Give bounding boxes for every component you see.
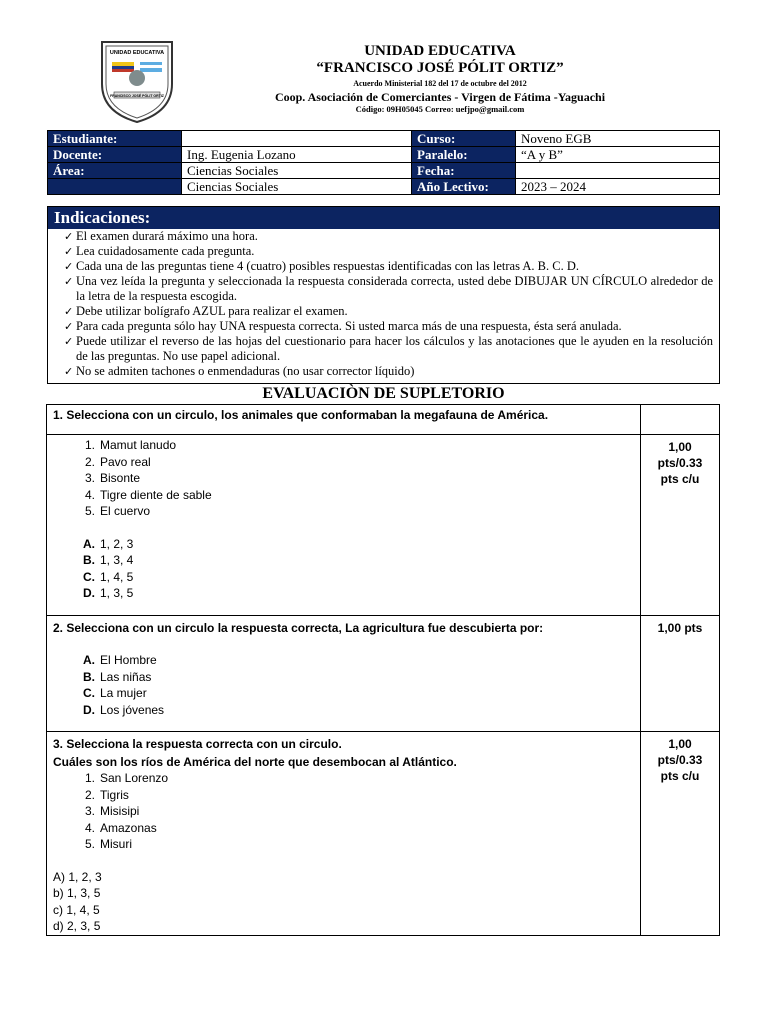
docente-value: Ing. Eugenia Lozano — [182, 147, 412, 163]
list-item[interactable]: 3. Misisipi — [84, 804, 140, 818]
question-2-text: 2. Selecciona con un circulo la respuesta correcta, La agricultura fue descubierta por: — [53, 621, 544, 635]
answer-option[interactable]: d) 2, 3, 5 — [53, 919, 101, 933]
answer-option[interactable]: C. 1, 4, 5 — [83, 569, 134, 584]
instruction-item: ✓ Para cada pregunta sólo hay UNA respuesta correcta. Si usted marca más de una respuesta, ésta será anulada. — [76, 319, 713, 334]
instructions-list — [48, 229, 719, 379]
curso-label: Curso: — [412, 131, 516, 147]
question-3-items — [53, 770, 634, 853]
instruction-item: ✓ El examen durará máximo una hora. — [76, 229, 713, 244]
answer-option[interactable]: A) 1, 2, 3 — [53, 869, 102, 884]
question-1-items — [53, 437, 634, 520]
list-item[interactable]: 5. Misuri — [84, 837, 132, 851]
question-2-body — [47, 616, 641, 732]
answer-option[interactable]: C. La mujer — [83, 686, 147, 700]
question-1-points-header — [641, 405, 720, 435]
area-label: Área: — [48, 163, 182, 179]
school-code-email: Código: 09H05045 Correo: uefjpo@gmail.com — [355, 104, 525, 114]
question-3-options — [53, 869, 634, 935]
docente-label: Docente: — [48, 147, 182, 163]
answer-option[interactable]: D. Los jóvenes — [83, 702, 165, 717]
instructions-title: Indicaciones: — [48, 207, 719, 229]
question-1-text: 1. Selecciona con un circulo, los animales que conformaban la megafauna de América. — [47, 405, 641, 435]
instruction-item: ✓ Debe utilizar bolígrafo AZUL para realizar el examen. — [76, 304, 713, 319]
answer-option[interactable]: B. 1, 3, 4 — [83, 553, 134, 567]
paralelo-label: Paralelo: — [412, 147, 516, 163]
answer-option[interactable]: A. 1, 2, 3 — [83, 536, 134, 551]
student-info-table — [47, 130, 720, 195]
area-value: Ciencias Sociales — [182, 163, 412, 179]
anio-lectivo-value: 2023 – 2024 — [516, 179, 720, 195]
crest-text: UNIDAD EDUCATIVA — [109, 50, 165, 56]
instruction-item: ✓ No se admiten tachones o enmendaduras (no usar corrector líquido) — [76, 364, 713, 379]
ministerial-agreement: Acuerdo Ministerial 182 del 17 de octubre del 2012 — [353, 79, 527, 88]
instruction-item: ✓ Cada una de las preguntas tiene 4 (cuatro) posibles respuestas identificadas con las letras A. B. C. D. — [76, 259, 713, 274]
answer-option[interactable]: B. Las niñas — [83, 669, 152, 684]
anio-lectivo-label: Año Lectivo: — [412, 179, 516, 195]
fecha-field[interactable] — [516, 163, 720, 179]
institution-heading: UNIDAD EDUCATIVA — [364, 43, 516, 59]
answer-option[interactable]: A. El Hombre — [83, 653, 157, 667]
instruction-item: ✓ Lea cuidadosamente cada pregunta. — [76, 244, 713, 259]
questions-table — [46, 404, 720, 936]
question-3-points: 1,00 pts/0.33 pts c/u — [641, 732, 720, 936]
empty-label — [48, 179, 182, 195]
answer-option[interactable]: D. 1, 3, 5 — [83, 586, 134, 600]
school-crest-logo — [100, 34, 174, 124]
evaluation-title: EVALUACIÒN DE SUPLETORIO — [262, 385, 505, 402]
instruction-item: ✓ Una vez leída la pregunta y seleccionada la respuesta considerada correcta, usted debe DIBUJAR UN CÍRCULO alrededor de la letra de la respuesta escogida. — [76, 274, 713, 304]
question-1-body — [47, 435, 641, 616]
question-1-points: 1,00 pts/0.33 pts c/u — [641, 435, 720, 616]
estudiante-label: Estudiante: — [48, 131, 182, 147]
school-name: “FRANCISCO JOSÉ PÓLIT ORTIZ” — [316, 60, 564, 76]
materia-value: Ciencias Sociales — [182, 179, 412, 195]
question-2-options — [53, 652, 634, 718]
paralelo-value: “A y B” — [516, 147, 720, 163]
list-item[interactable]: 1. San Lorenzo — [84, 771, 169, 785]
question-1-options — [53, 536, 634, 602]
list-item[interactable]: 2. Pavo real — [84, 454, 151, 469]
question-3-subtext: Cuáles son los ríos de América del norte que desembocan al Atlántico. — [53, 755, 457, 769]
list-item[interactable]: 4. Tigre diente de sable — [84, 487, 212, 502]
svg-text:FRANCISCO JOSÉ PÓLIT ORTIZ: FRANCISCO JOSÉ PÓLIT ORTIZ — [110, 94, 164, 98]
instructions-box — [47, 206, 720, 384]
answer-option[interactable]: c) 1, 4, 5 — [53, 902, 100, 917]
list-item[interactable]: 1. Mamut lanudo — [84, 438, 177, 452]
instruction-item: ✓ Puede utilizar el reverso de las hojas del cuestionario para hacer los cálculos y las anotaciones que le ayuden en la resolución de las preguntas. No use papel adicional. — [76, 334, 713, 364]
fecha-label: Fecha: — [412, 163, 516, 179]
list-item[interactable]: 3. Bisonte — [84, 471, 141, 485]
curso-value: Noveno EGB — [516, 131, 720, 147]
school-address: Coop. Asociación de Comerciantes - Virgen de Fátima -Yaguachi — [274, 90, 606, 104]
question-3-body — [47, 732, 641, 936]
question-2-points: 1,00 pts — [641, 616, 720, 732]
list-item[interactable]: 4. Amazonas — [84, 820, 157, 835]
estudiante-field[interactable] — [182, 131, 412, 147]
list-item[interactable]: 2. Tigris — [84, 787, 129, 802]
answer-option[interactable]: b) 1, 3, 5 — [53, 886, 101, 900]
question-3-text: 3. Selecciona la respuesta correcta con un circulo. — [53, 737, 342, 751]
list-item[interactable]: 5. El cuervo — [84, 504, 151, 518]
